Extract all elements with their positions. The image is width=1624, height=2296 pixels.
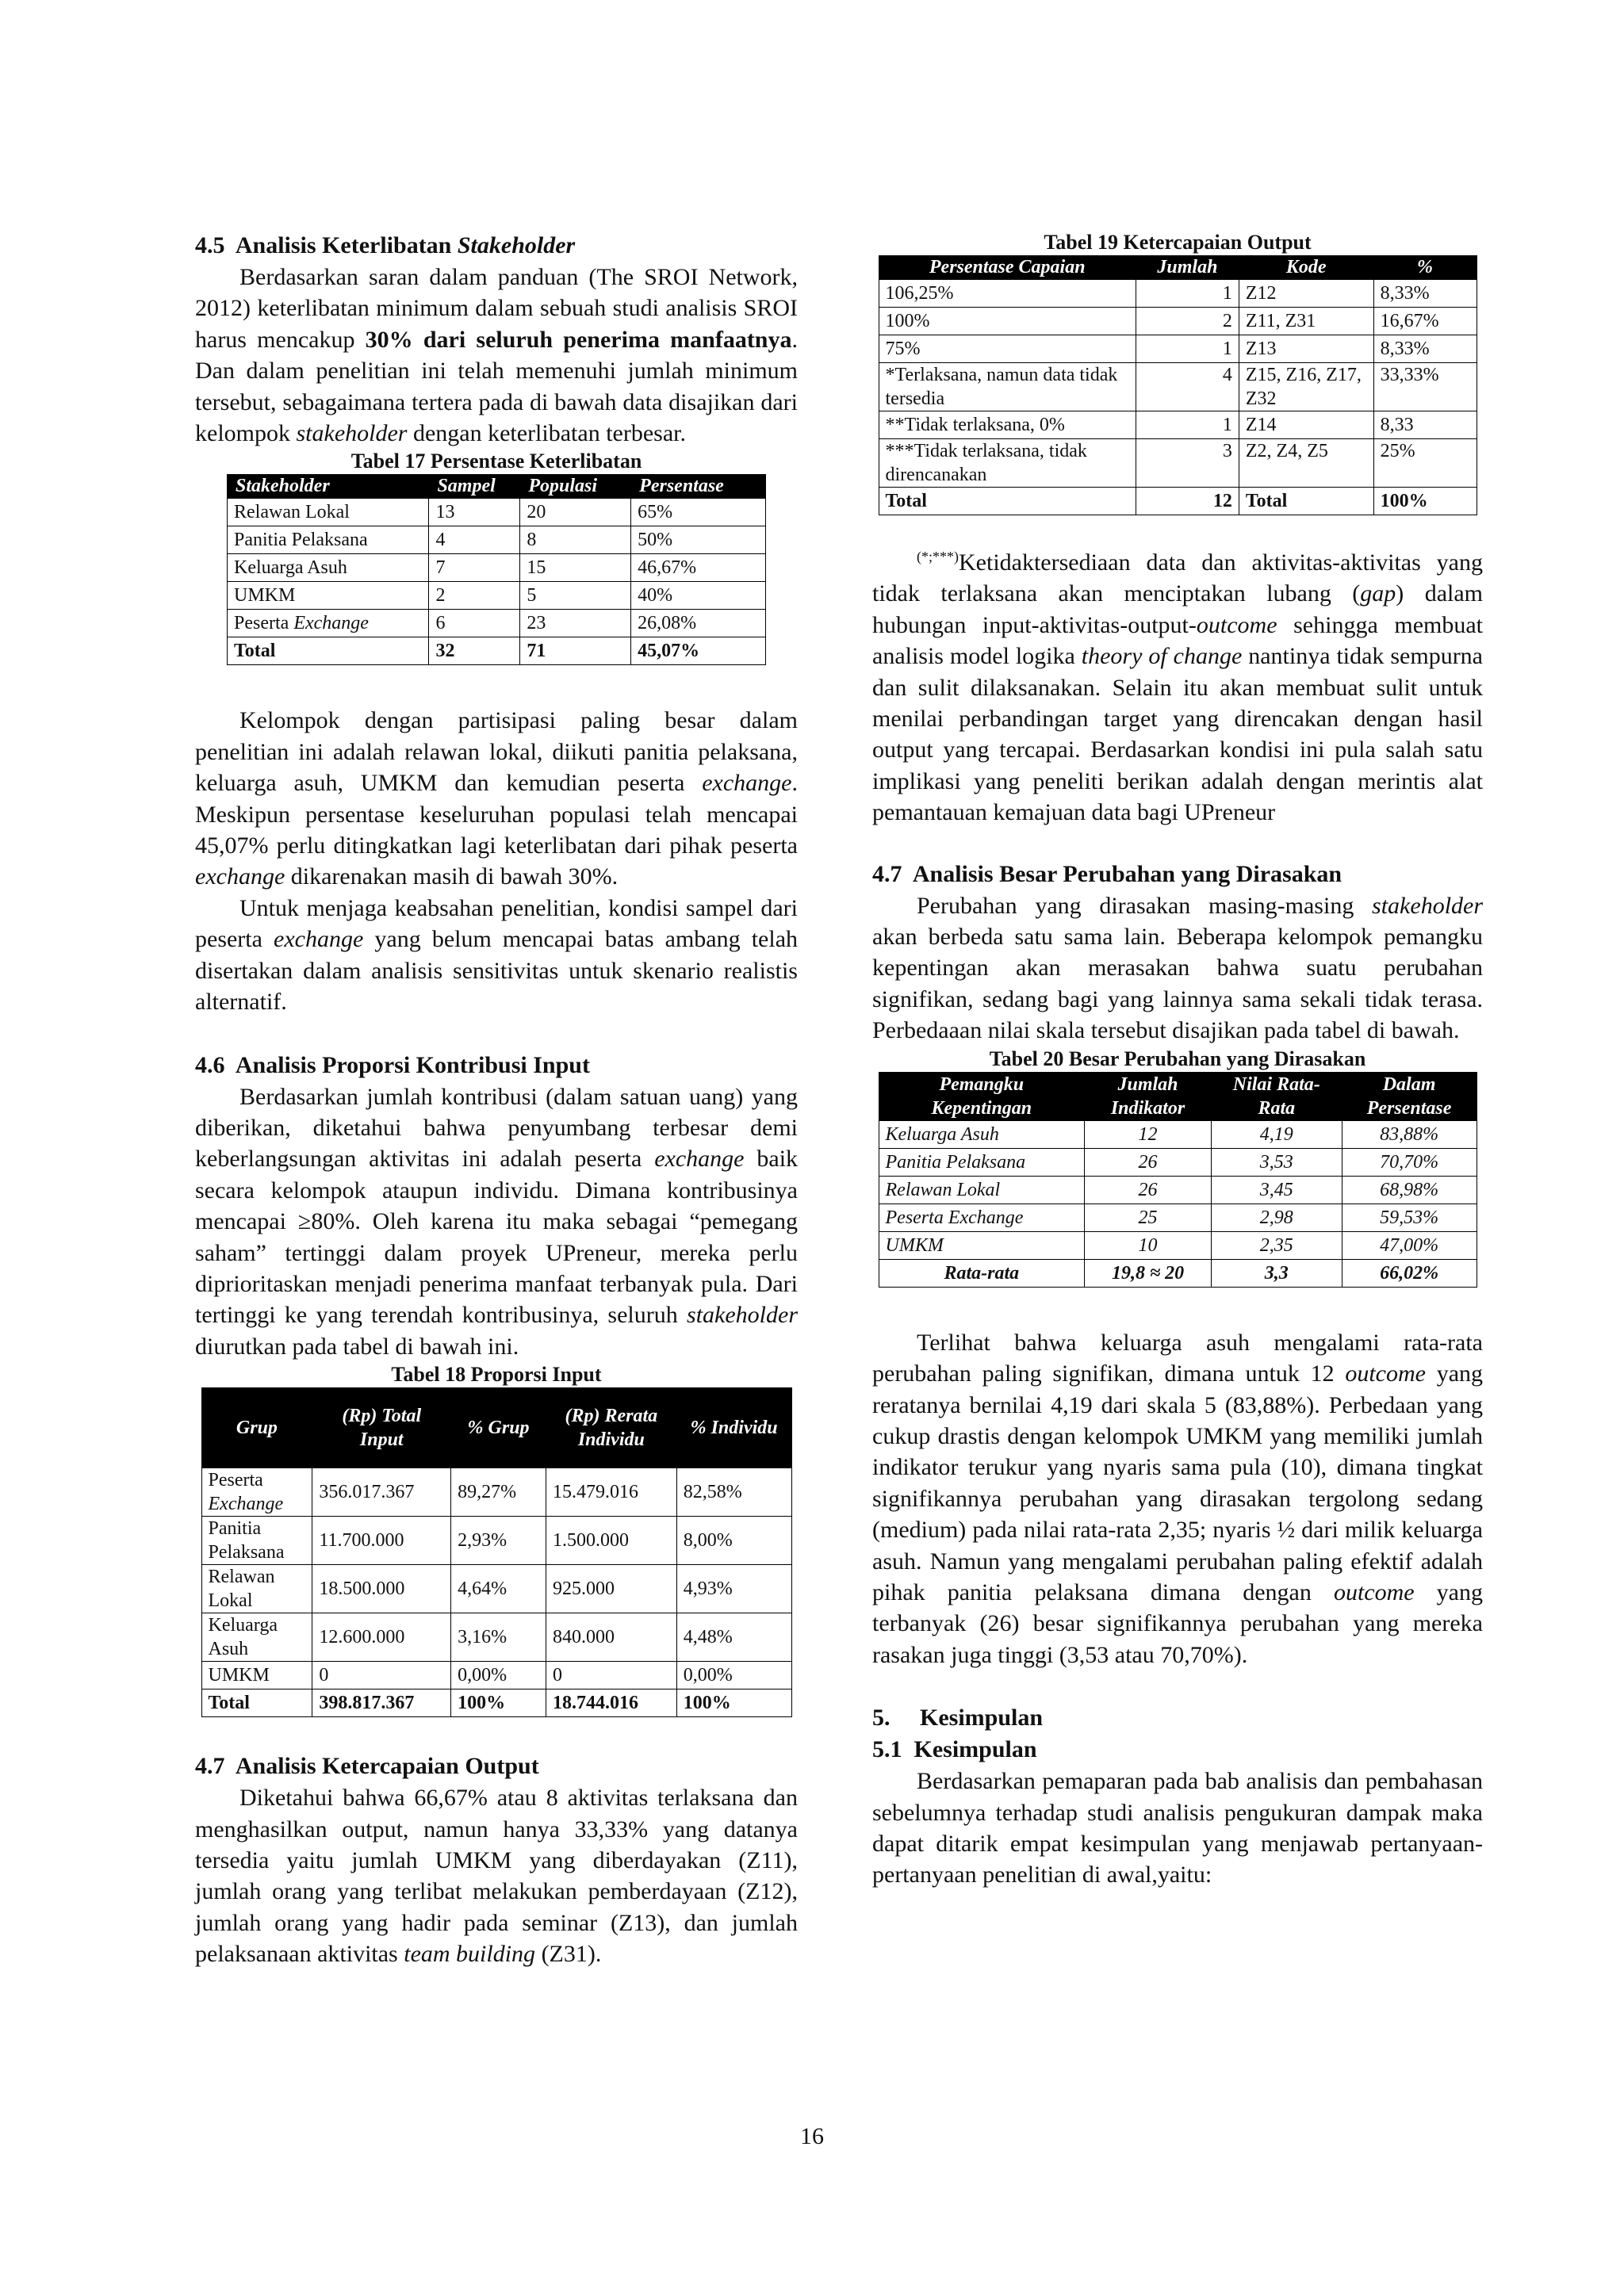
table-cell: Keluarga Asuh: [201, 1613, 312, 1662]
table-header-cell: Persentase Capaian: [879, 256, 1136, 280]
table-cell: 15.479.016: [546, 1468, 676, 1517]
table-header-cell: % Individu: [676, 1388, 791, 1468]
table-row: [228, 526, 766, 554]
table-cell: 18.500.000: [312, 1565, 451, 1613]
table-header-cell: Kode: [1239, 256, 1373, 280]
table-cell: 100%: [879, 308, 1136, 335]
table-cell: 89,27%: [451, 1468, 546, 1517]
table-cell: 3,3: [1211, 1259, 1342, 1287]
table-cell: 2: [429, 582, 520, 610]
table-row: [201, 1517, 791, 1565]
table-cell: 3,53: [1211, 1148, 1342, 1176]
table-cell: 20: [520, 499, 631, 526]
table-cell: Z2, Z4, Z5: [1239, 439, 1373, 488]
table-cell: 0: [312, 1662, 451, 1689]
table-cell: Total: [201, 1689, 312, 1717]
table-row: [201, 1565, 791, 1613]
section-5-1-paragraph-1: Berdasarkan pemaparan pada bab analisis dan pembahasan sebelumnya terhadap studi analisis pengukuran dampak maka dapat ditarik empat kesimpulan yang menjawab pertanyaan-pertanyaan penelitian di awal,yaitu:: [872, 1768, 1483, 1888]
table-cell: 12: [1085, 1120, 1212, 1148]
table-cell: 8,33%: [1373, 335, 1477, 363]
table-cell: 10: [1085, 1231, 1212, 1259]
table-cell: Peserta Exchange: [879, 1203, 1085, 1231]
table-total-row: [228, 637, 766, 665]
table-cell: 83,88%: [1342, 1120, 1477, 1148]
table-cell: Rata-rata: [879, 1259, 1085, 1287]
section-5-1-heading: 5.1 Kesimpulan: [872, 1736, 1037, 1763]
table-row: [228, 499, 766, 526]
table-cell: 82,58%: [676, 1468, 791, 1517]
section-4-6-paragraph-1: Berdasarkan jumlah kontribusi (dalam satuan uang) yang diberikan, diketahui bahwa penyumbang terbesar demi keberlangsungan aktivitas ini adalah peserta exchange baik secara kelompok ataupun individu. Dimana kontribusinya mencapai ≥80%. Oleh karena itu maka sebagai “pemegang saham” tertinggi dalam proyek UPreneur, mereka perlu diprioritaskan menjadi penerima manfaat terbanyak pula. Dari tertinggi ke yang terendah kontribusinya, seluruh stakeholder diurutkan pada tabel di bawah ini.: [195, 1083, 799, 1360]
table-cell: Relawan Lokal: [879, 1176, 1085, 1203]
table-cell: 26: [1085, 1176, 1212, 1203]
table-cell: 65%: [631, 499, 766, 526]
table-19-caption: Tabel 19 Ketercapaian Output: [1044, 231, 1312, 254]
table-cell: 71: [520, 637, 631, 665]
left-column: [195, 230, 798, 1970]
table-cell: 925.000: [546, 1565, 676, 1613]
table-cell: Z12: [1239, 280, 1373, 308]
section-4-5-paragraph-3: Untuk menjaga keabsahan penelitian, kondisi sampel dari peserta exchange yang belum mencapai batas ambang telah disertakan dalam analisis sensitivitas untuk skenario realistis alternatif.: [195, 894, 799, 1016]
table-cell: Panitia Pelaksana: [201, 1517, 312, 1565]
table-cell: ***Tidak terlaksana, tidak direncanakan: [879, 439, 1136, 488]
table-cell: Z11, Z31: [1239, 308, 1373, 335]
table-cell: 1: [1136, 335, 1239, 363]
table-row: [879, 439, 1477, 488]
table-cell: 8,33: [1373, 411, 1477, 439]
table-17-caption: Tabel 17 Persentase Keterlibatan: [350, 450, 642, 473]
table-header-row: [879, 1072, 1477, 1120]
table-cell: 8,33%: [1373, 280, 1477, 308]
table-cell: Z14: [1239, 411, 1373, 439]
table-header-cell: (Rp) Rerata Individu: [546, 1388, 676, 1468]
table-cell: 47,00%: [1342, 1231, 1477, 1259]
table-cell: UMKM: [201, 1662, 312, 1689]
section-4-5-paragraph-1: Berdasarkan saran dalam panduan (The SROI Network, 2012) keterlibatan minimum dalam sebuah studi analisis SROI harus mencakup 30% dari seluruh penerima manfaatnya. Dan dalam penelitian ini telah memenuhi jumlah minimum tersebut, sebagaimana tertera pada di bawah data disajikan dari kelompok stakeholder dengan keterlibatan terbesar.: [195, 264, 798, 447]
table-19: [879, 255, 1477, 515]
table-cell: 11.700.000: [312, 1517, 451, 1565]
table-cell: 100%: [676, 1689, 791, 1717]
table-cell: 4,48%: [676, 1613, 791, 1662]
table-cell: 100%: [451, 1689, 546, 1717]
table-cell: Z13: [1239, 335, 1373, 363]
table-header-cell: Jumlah: [1136, 256, 1239, 280]
table-cell: 8,00%: [676, 1517, 791, 1565]
table-header-cell: %: [1373, 256, 1477, 280]
table-cell: 2,35: [1211, 1231, 1342, 1259]
table-cell: Peserta Exchange: [201, 1468, 312, 1517]
table-header-cell: Populasi: [520, 475, 631, 499]
table-header-cell: Dalam Persentase: [1342, 1072, 1477, 1120]
table-cell: Panitia Pelaksana: [228, 526, 429, 554]
table-cell: Panitia Pelaksana: [879, 1148, 1085, 1176]
table-row: [879, 1231, 1477, 1259]
table-cell: 25: [1085, 1203, 1212, 1231]
table-row: [201, 1468, 791, 1517]
section-4-5-paragraph-2: Kelompok dengan partisipasi paling besar dalam penelitian ini adalah relawan lokal, diikuti panitia pelaksana, keluarga asuh, UMKM dan kemudian peserta exchange. Meskipun persentase keseluruhan populasi telah mencapai 45,07% perlu ditingkatkan lagi keterlibatan dari pihak peserta exchange dikarenakan masih di bawah 30%.: [195, 707, 798, 890]
table-row: [228, 610, 766, 637]
table-cell: Total: [1239, 488, 1373, 515]
table-cell: 18.744.016: [546, 1689, 676, 1717]
table-cell: 16,67%: [1373, 308, 1477, 335]
table-cell: **Tidak terlaksana, 0%: [879, 411, 1136, 439]
table-cell: 3,16%: [451, 1613, 546, 1662]
table-header-cell: Persentase: [631, 475, 766, 499]
table-cell: 32: [429, 637, 520, 665]
right-column: [872, 230, 1483, 1891]
table-cell: Relawan Lokal: [228, 499, 429, 526]
section-4-7b-paragraph-1: Perubahan yang dirasakan masing-masing stakeholder akan berbeda satu sama lain. Beberapa kelompok pemangku kepentingan akan merasakan bahwa suatu perubahan signifikan, sedang bagi yang lainnya sama sekali tidak terasa. Perbedaaan nilai skala tersebut disajikan pada tabel di bawah.: [872, 892, 1484, 1044]
table-header-cell: Nilai Rata-Rata: [1211, 1072, 1342, 1120]
section-4-6-heading: 4.6 Analisis Proporsi Kontribusi Input: [195, 1051, 590, 1078]
table-total-row: [879, 488, 1477, 515]
table-row: [879, 335, 1477, 363]
table-row: [228, 582, 766, 610]
table-cell: 59,53%: [1342, 1203, 1477, 1231]
table-18-caption: Tabel 18 Proporsi Input: [391, 1363, 602, 1387]
table-cell: 46,67%: [631, 554, 766, 582]
table-cell: 398.817.367: [312, 1689, 451, 1717]
table-row: [879, 411, 1477, 439]
table-cell: 3: [1136, 439, 1239, 488]
table-cell: 68,98%: [1342, 1176, 1477, 1203]
table-cell: Relawan Lokal: [201, 1565, 312, 1613]
table-cell: 75%: [879, 335, 1136, 363]
table-header-cell: Stakeholder: [228, 475, 429, 499]
table-cell: 840.000: [546, 1613, 676, 1662]
section-5-heading: 5. Kesimpulan: [872, 1705, 1044, 1732]
table-header-row: [228, 475, 766, 499]
table-cell: 15: [520, 554, 631, 582]
page-number: 16: [800, 2123, 824, 2149]
table-cell: 7: [429, 554, 520, 582]
table-cell: 356.017.367: [312, 1468, 451, 1517]
table-cell: UMKM: [228, 582, 429, 610]
section-4-7-heading: 4.7 Analisis Ketercapaian Output: [195, 1753, 539, 1780]
table-cell: Keluarga Asuh: [879, 1120, 1085, 1148]
table-cell: 5: [520, 582, 631, 610]
table-cell: 13: [429, 499, 520, 526]
table-cell: 0: [546, 1662, 676, 1689]
table-cell: 0,00%: [676, 1662, 791, 1689]
table-total-row: [201, 1689, 791, 1717]
table-cell: 100%: [1373, 488, 1477, 515]
table-cell: 25%: [1373, 439, 1477, 488]
table-cell: 26: [1085, 1148, 1212, 1176]
table-cell: 2: [1136, 308, 1239, 335]
table-cell: 40%: [631, 582, 766, 610]
table-cell: 4,64%: [451, 1565, 546, 1613]
table-cell: 66,02%: [1342, 1259, 1477, 1287]
table-18: [201, 1387, 792, 1717]
table-20: [879, 1072, 1477, 1288]
table-header-cell: Jumlah Indikator: [1085, 1072, 1212, 1120]
table-17: [227, 474, 766, 665]
section-4-5-heading: 4.5 Analisis Keterlibatan Stakeholder: [195, 232, 576, 258]
table-cell: Z15, Z16, Z17, Z32: [1239, 363, 1373, 411]
table-cell: 33,33%: [1373, 363, 1477, 411]
table-row: [201, 1662, 791, 1689]
table-cell: 4: [429, 526, 520, 554]
table-cell: 12.600.000: [312, 1613, 451, 1662]
table-cell: Peserta Exchange: [228, 610, 429, 637]
table-row: [879, 280, 1477, 308]
table-row: [879, 1148, 1477, 1176]
section-4-7b-heading: 4.7 Analisis Besar Perubahan yang Dirasakan: [872, 860, 1342, 887]
table-row: [879, 1176, 1477, 1203]
table-row: [879, 363, 1477, 411]
section-4-7-paragraph-1: Diketahui bahwa 66,67% atau 8 aktivitas terlaksana dan menghasilkan output, namun hanya 33,33% yang datanya tersedia yaitu jumlah UMKM yang diberdayakan (Z11), jumlah orang yang terlibat melakukan pemberdayaan (Z12), jumlah orang yang hadir pada seminar (Z13), dan jumlah pelaksanaan aktivitas team building (Z31).: [195, 1785, 798, 1968]
table-header-cell: Pemangku Kepentingan: [879, 1072, 1085, 1120]
table-cell: 19,8 ≈ 20: [1085, 1259, 1212, 1287]
table-cell: 70,70%: [1342, 1148, 1477, 1176]
table-header-cell: (Rp) Total Input: [312, 1388, 451, 1468]
table-cell: 3,45: [1211, 1176, 1342, 1203]
table-cell: 1: [1136, 411, 1239, 439]
table-cell: *Terlaksana, namun data tidak tersedia: [879, 363, 1136, 411]
table-row: [201, 1613, 791, 1662]
table-cell: 23: [520, 610, 631, 637]
table-cell: 8: [520, 526, 631, 554]
table-cell: Keluarga Asuh: [228, 554, 429, 582]
section-4-7b-paragraph-2: Terlihat bahwa keluarga asuh mengalami rata-rata perubahan paling signifikan, dimana untuk 12 outcome yang reratanya bernilai 4,19 dari skala 5 (83,88%). Perbedaan yang cukup drastis dengan kelompok UMKM yang memiliki jumlah indikator terukur yang nyaris sama pula (10), dimana tingkat signifikannya perubahan yang dirasakan tergolong sedang (medium) pada nilai rata-rata 2,35; nyaris ½ dari milik keluarga asuh. Namun yang mengalami perubahan paling efektif adalah pihak panitia pelaksana dimana dengan outcome yang terbanyak (26) besar signifikannya perubahan yang mereka rasakan juga tinggi (3,53 atau 70,70%).: [872, 1329, 1484, 1668]
table-header-row: [879, 256, 1477, 280]
table-cell: Total: [879, 488, 1136, 515]
table-cell: 6: [429, 610, 520, 637]
table-row: [879, 1120, 1477, 1148]
table-row: [879, 308, 1477, 335]
table-cell: 4,19: [1211, 1120, 1342, 1148]
table-cell: 4: [1136, 363, 1239, 411]
table-header-cell: % Grup: [451, 1388, 546, 1468]
table-cell: UMKM: [879, 1231, 1085, 1259]
table-cell: 12: [1136, 488, 1239, 515]
table-cell: 2,93%: [451, 1517, 546, 1565]
table-header-row: [201, 1388, 791, 1468]
table-cell: 1.500.000: [546, 1517, 676, 1565]
table-20-caption: Tabel 20 Besar Perubahan yang Dirasakan: [989, 1047, 1366, 1070]
table-19-note-paragraph: (*;***)Ketidaktersediaan data dan aktivitas-aktivitas yang tidak terlaksana akan menciptakan lubang (gap) dalam hubungan input-aktivitas-output-outcome sehingga membuat analisis model logika theory of change nantinya tidak sempurna dan sulit dilaksanakan. Selain itu akan membuat sulit untuk menilai perbandingan target yang direncakan dengan hasil output yang tercapai. Berdasarkan kondisi ini pula salah satu implikasi yang peneliti berikan adalah dengan merintis alat pemantauan kemajuan data bagi UPreneur: [872, 549, 1484, 826]
table-row: [228, 554, 766, 582]
table-cell: 45,07%: [631, 637, 766, 665]
table-cell: 50%: [631, 526, 766, 554]
table-cell: 1: [1136, 280, 1239, 308]
table-header-cell: Sampel: [429, 475, 520, 499]
table-row: [879, 1203, 1477, 1231]
table-total-row: [879, 1259, 1477, 1287]
table-cell: 106,25%: [879, 280, 1136, 308]
table-cell: 2,98: [1211, 1203, 1342, 1231]
table-cell: 0,00%: [451, 1662, 546, 1689]
table-header-cell: Grup: [201, 1388, 312, 1468]
table-cell: 26,08%: [631, 610, 766, 637]
table-cell: 4,93%: [676, 1565, 791, 1613]
table-cell: Total: [228, 637, 429, 665]
